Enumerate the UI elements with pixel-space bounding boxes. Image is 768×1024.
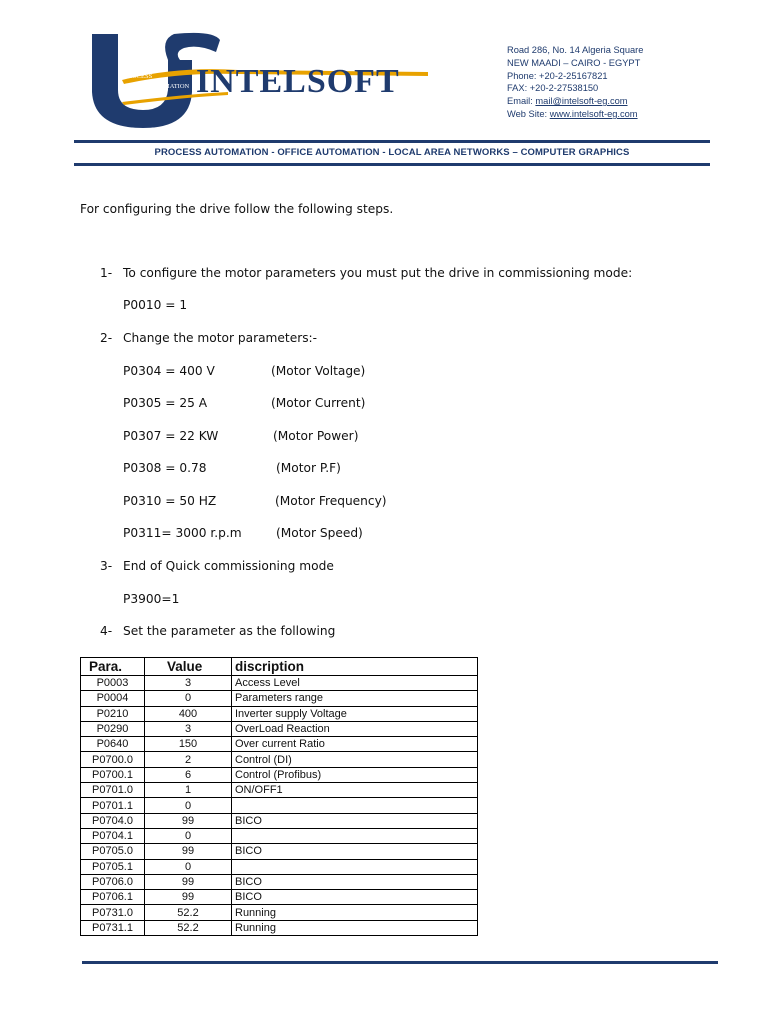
web-line [507, 108, 643, 121]
parameter-table [80, 657, 478, 936]
step-number: 1- [100, 266, 113, 280]
table-header-row [81, 658, 478, 676]
cell-value: 0 [145, 798, 232, 813]
cell-description: BICO [232, 813, 478, 828]
cell-value: 99 [145, 813, 232, 828]
logo-sub-process: PROCESS [124, 73, 153, 80]
header-rule-top [74, 140, 710, 143]
motor-param-desc: (Motor Voltage) [271, 364, 366, 378]
table-row [81, 737, 478, 752]
cell-description: Over current Ratio [232, 737, 478, 752]
email-line [507, 95, 643, 108]
cell-value: 52.2 [145, 920, 232, 935]
web-label: Web Site: [507, 108, 550, 119]
table-row [81, 874, 478, 889]
cell-para: P0706.0 [81, 874, 145, 889]
cell-para: P0640 [81, 737, 145, 752]
cell-para: P0003 [81, 676, 145, 691]
motor-param-desc: (Motor Power) [273, 429, 359, 443]
cell-description: BICO [232, 874, 478, 889]
logo-wordmark: INTELSOFT [196, 63, 400, 100]
cell-para: P0004 [81, 691, 145, 706]
cell-para: P0705.0 [81, 844, 145, 859]
cell-description: BICO [232, 890, 478, 905]
table-row [81, 920, 478, 935]
cell-description: Parameters range [232, 691, 478, 706]
cell-description: Access Level [232, 676, 478, 691]
table-body [81, 676, 478, 936]
cell-description: Control (DI) [232, 752, 478, 767]
cell-value: 150 [145, 737, 232, 752]
motor-param: P0308 = 0.78 [123, 461, 207, 475]
table-row [81, 859, 478, 874]
cell-para: P0731.0 [81, 905, 145, 920]
email-label: Email: [507, 96, 536, 107]
cell-description [232, 859, 478, 874]
cell-description: Control (Profibus) [232, 767, 478, 782]
cell-description: Inverter supply Voltage [232, 706, 478, 721]
cell-para: P0700.1 [81, 767, 145, 782]
motor-param: P0307 = 22 KW [123, 429, 219, 443]
motor-param: P0305 = 25 A [123, 396, 208, 410]
cell-description: OverLoad Reaction [232, 721, 478, 736]
phone: Phone: +20-2-25167821 [507, 70, 608, 81]
cell-value: 0 [145, 859, 232, 874]
cell-para: P0700.0 [81, 752, 145, 767]
cell-description: Running [232, 905, 478, 920]
cell-value: 52.2 [145, 905, 232, 920]
motor-param-desc: (Motor P.F) [276, 461, 341, 475]
logo-sub-automation: AUTOMATION [146, 83, 190, 90]
cell-value: 3 [145, 721, 232, 736]
cell-description [232, 828, 478, 843]
cell-para: P0705.1 [81, 859, 145, 874]
intro-text: For configuring the drive follow the following steps. [80, 202, 394, 216]
step-number: 3- [100, 559, 113, 573]
fax: FAX: +20-2-27538150 [507, 83, 599, 94]
motor-param-desc: (Motor Current) [271, 396, 366, 410]
tagline: PROCESS AUTOMATION - OFFICE AUTOMATION - LOCAL AREA NETWORKS – COMPUTER GRAPHICS [154, 147, 630, 158]
table-row [81, 676, 478, 691]
header-rule-bottom [74, 163, 710, 166]
email-link[interactable]: mail@intelsoft-eg.com [535, 96, 628, 107]
step-number: 4- [100, 624, 113, 638]
intelsoft-logo [88, 30, 433, 130]
cell-value: 400 [145, 706, 232, 721]
step-number: 2- [100, 331, 113, 345]
column-header-para: Para. [81, 658, 145, 676]
cell-description: ON/OFF1 [232, 783, 478, 798]
end-commissioning-param: P3900=1 [123, 592, 180, 606]
motor-param: P0310 = 50 HZ [123, 494, 217, 508]
column-header-description: discription [232, 658, 478, 676]
table-row [81, 783, 478, 798]
motor-param: P0311= 3000 r.p.m [123, 526, 242, 540]
table-row [81, 767, 478, 782]
letterhead [0, 0, 768, 140]
step-text: Set the parameter as the following [123, 624, 336, 638]
cell-para: P0210 [81, 706, 145, 721]
cell-value: 99 [145, 890, 232, 905]
motor-param: P0304 = 400 V [123, 364, 215, 378]
footer-rule [82, 961, 718, 964]
cell-value: 0 [145, 828, 232, 843]
cell-para: P0731.1 [81, 920, 145, 935]
cell-description: Running [232, 920, 478, 935]
commissioning-param: P0010 = 1 [123, 298, 188, 312]
table-row [81, 905, 478, 920]
table-row [81, 844, 478, 859]
cell-value: 1 [145, 783, 232, 798]
address-line-1: Road 286, No. 14 Algeria Square [507, 45, 644, 55]
step-text: To configure the motor parameters you must put the drive in commissioning mode: [123, 266, 633, 280]
table-row [81, 721, 478, 736]
cell-para: P0701.0 [81, 783, 145, 798]
table-row [81, 706, 478, 721]
cell-value: 0 [145, 691, 232, 706]
table-row [81, 752, 478, 767]
contact-block [507, 44, 643, 121]
cell-value: 99 [145, 844, 232, 859]
web-link[interactable]: www.intelsoft-eg.com [549, 108, 638, 119]
column-header-value: Value [145, 658, 232, 676]
cell-value: 6 [145, 767, 232, 782]
cell-para: P0704.0 [81, 813, 145, 828]
cell-value: 3 [145, 676, 232, 691]
cell-description [232, 798, 478, 813]
address-line-2: NEW MAADI – CAIRO - EGYPT [507, 57, 641, 68]
cell-description: BICO [232, 844, 478, 859]
table-row [81, 890, 478, 905]
table-row [81, 798, 478, 813]
cell-para: P0704.1 [81, 828, 145, 843]
table-row [81, 691, 478, 706]
cell-para: P0701.1 [81, 798, 145, 813]
motor-param-desc: (Motor Frequency) [275, 494, 387, 508]
step-text: End of Quick commissioning mode [123, 559, 334, 573]
step-text: Change the motor parameters:- [123, 331, 318, 345]
cell-value: 99 [145, 874, 232, 889]
cell-para: P0706.1 [81, 890, 145, 905]
cell-para: P0290 [81, 721, 145, 736]
motor-param-desc: (Motor Speed) [276, 526, 363, 540]
table-row [81, 813, 478, 828]
cell-value: 2 [145, 752, 232, 767]
table-row [81, 828, 478, 843]
